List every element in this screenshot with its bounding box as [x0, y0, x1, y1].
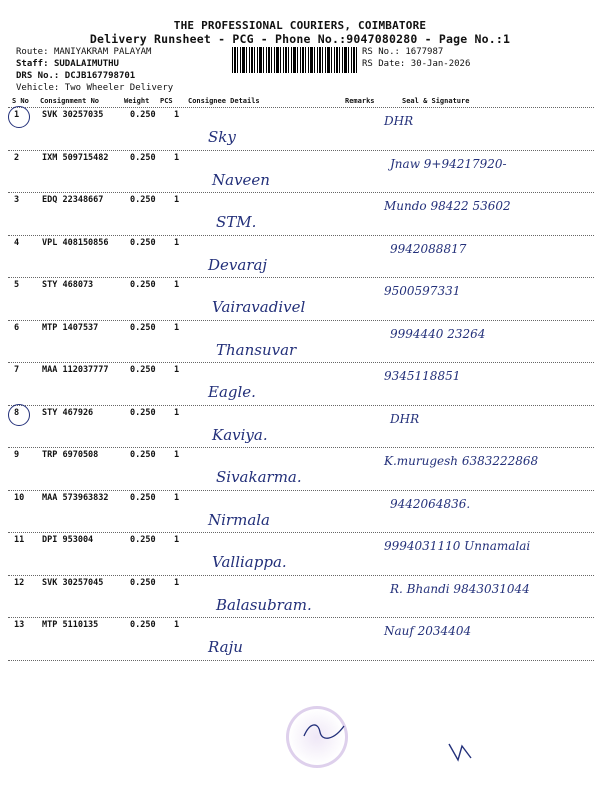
row-divider	[8, 192, 594, 193]
row-divider	[8, 490, 594, 491]
row-divider	[8, 320, 594, 321]
row-weight: 0.250	[130, 365, 156, 375]
row-weight: 0.250	[130, 152, 156, 163]
row-consignee-handwriting: STM.	[216, 213, 257, 231]
stamp-scribble	[300, 718, 348, 742]
vehicle-line	[16, 83, 173, 93]
row-pcs: 1	[174, 407, 180, 418]
row-sno: 7	[14, 365, 20, 375]
route-value: MANIYAKRAM PALAYAM	[53, 47, 152, 57]
row-consignee-handwriting: Eagle.	[208, 383, 256, 401]
row-sno: 6	[14, 322, 20, 333]
header-rule	[8, 107, 594, 108]
row-pcs: 1	[174, 365, 180, 375]
row-pcs: 1	[174, 620, 180, 630]
rs-date-label: RS Date:	[362, 59, 406, 69]
col-seal-header: Seal & Signature	[402, 97, 470, 105]
row-consignment: IXM 509715482	[42, 152, 109, 163]
route-label: Route:	[16, 47, 49, 57]
row-pcs: 1	[174, 237, 180, 248]
row-sno: 8	[14, 407, 20, 418]
row-consignee-handwriting: Thansuvar	[216, 340, 297, 359]
row-divider	[8, 405, 594, 406]
row-sno: 9	[14, 450, 20, 460]
barcode	[232, 47, 357, 73]
row-weight: 0.250	[130, 450, 156, 460]
row-signature-handwriting: K.murugesh 6383222868	[384, 454, 539, 468]
row-consignment: MAA 112037777	[42, 365, 109, 375]
row-weight: 0.250	[130, 195, 156, 205]
rs-date-line	[362, 58, 470, 70]
row-divider	[8, 660, 594, 661]
row-consignment: STY 467926	[42, 407, 94, 418]
row-signature-handwriting: DHR	[384, 114, 414, 128]
row-divider	[8, 532, 594, 533]
col-consignment-header: Consignment No	[40, 97, 100, 105]
row-weight: 0.250	[130, 620, 156, 630]
row-signature-handwriting: Nauf 2034404	[384, 624, 472, 638]
row-divider	[8, 362, 594, 363]
row-divider	[8, 150, 594, 151]
row-consignee-handwriting: Nirmala	[208, 510, 270, 529]
row-sno: 2	[14, 152, 20, 163]
row-signature-handwriting: R. Bhandi 9843031044	[390, 581, 530, 596]
row-sno: 1	[14, 110, 20, 120]
row-signature-handwriting: 9500597331	[384, 284, 461, 298]
row-consignment: MTP 1407537	[42, 322, 99, 333]
row-pcs: 1	[174, 195, 180, 205]
row-pcs: 1	[174, 492, 180, 503]
row-sno: 10	[14, 492, 25, 503]
col-pcs-header: PCS	[160, 97, 173, 105]
row-weight: 0.250	[130, 237, 156, 248]
row-sno: 5	[14, 280, 20, 290]
row-signature-handwriting: 9942088817	[390, 241, 467, 256]
row-signature-handwriting: Mundo 98422 53602	[384, 199, 511, 213]
runsheet-subtitle: Delivery Runsheet - PCG - Phone No.:9047080280 - Page No.:1	[89, 32, 511, 46]
row-consignee-handwriting: Sky	[208, 128, 236, 146]
row-consignment: TRP 6970508	[42, 450, 99, 460]
row-weight: 0.250	[130, 322, 156, 333]
row-consignment: MTP 5110135	[42, 620, 99, 630]
row-pcs: 1	[174, 322, 180, 333]
row-weight: 0.250	[130, 492, 156, 503]
drs-label: DRS No.:	[16, 71, 60, 81]
initial-mark	[446, 738, 474, 764]
row-signature-handwriting: DHR	[390, 411, 420, 426]
row-consignee-handwriting: Valliappa.	[212, 553, 287, 571]
row-divider	[8, 617, 594, 618]
row-signature-handwriting: 9994440 23264	[390, 326, 486, 341]
row-sno: 12	[14, 577, 25, 588]
drs-line	[16, 70, 135, 82]
row-consignment: DPI 953004	[42, 535, 94, 545]
row-pcs: 1	[174, 535, 180, 545]
row-signature-handwriting: 9345118851	[384, 369, 461, 383]
row-sno: 4	[14, 237, 20, 248]
company-title: THE PROFESSIONAL COURIERS, COIMBATORE	[173, 19, 427, 32]
row-weight: 0.250	[130, 110, 156, 120]
col-sno-header: S No	[12, 97, 29, 105]
col-details-header: Consignee Details	[188, 97, 260, 105]
row-sno: 13	[14, 620, 25, 630]
row-sno: 11	[14, 535, 25, 545]
row-consignment: MAA 573963832	[42, 492, 109, 503]
staff-label: Staff:	[16, 59, 49, 69]
row-divider	[8, 235, 594, 236]
row-weight: 0.250	[130, 577, 156, 588]
row-pcs: 1	[174, 450, 180, 460]
row-consignment: EDQ 22348667	[42, 195, 104, 205]
row-divider	[8, 575, 594, 576]
row-number-circle-mark	[8, 106, 30, 128]
staff-value: SUDALAIMUTHU	[53, 59, 119, 69]
col-remarks-header: Remarks	[345, 97, 375, 105]
rs-no-value: 1677987	[405, 47, 444, 57]
row-consignment: SVK 30257035	[42, 110, 104, 120]
row-pcs: 1	[174, 110, 180, 120]
vehicle-label: Vehicle:	[16, 83, 60, 93]
row-consignment: STY 468073	[42, 280, 94, 290]
row-divider	[8, 447, 594, 448]
vehicle-value: Two Wheeler Delivery	[64, 83, 174, 93]
row-consignee-handwriting: Naveen	[212, 170, 270, 189]
row-signature-handwriting: 9442064836.	[390, 496, 471, 511]
staff-line	[16, 58, 119, 70]
row-consignment: SVK 30257045	[42, 577, 104, 588]
row-consignee-handwriting: Sivakarma.	[216, 468, 302, 486]
row-signature-handwriting: 9994031110 Unnamalai	[384, 539, 531, 553]
row-number-circle-mark	[8, 404, 30, 426]
row-consignee-handwriting: Devaraj	[208, 255, 268, 274]
rs-date-value: 30-Jan-2026	[410, 59, 471, 69]
row-consignee-handwriting: Balasubram.	[216, 595, 312, 614]
row-pcs: 1	[174, 280, 180, 290]
row-pcs: 1	[174, 152, 180, 163]
row-consignee-handwriting: Vairavadivel	[212, 298, 306, 316]
row-divider	[8, 277, 594, 278]
col-weight-header: Weight	[124, 97, 150, 105]
row-weight: 0.250	[130, 280, 156, 290]
drs-value: DCJB167798701	[64, 71, 136, 81]
row-weight: 0.250	[130, 535, 156, 545]
row-consignee-handwriting: Kaviya.	[212, 425, 268, 444]
row-signature-handwriting: Jnaw 9+94217920-	[390, 156, 507, 171]
route-line	[16, 46, 151, 58]
row-consignment: VPL 408150856	[42, 237, 109, 248]
rs-no-label: RS No.:	[362, 47, 400, 57]
row-sno: 3	[14, 195, 20, 205]
row-pcs: 1	[174, 577, 180, 588]
row-consignee-handwriting: Raju	[208, 638, 243, 656]
row-weight: 0.250	[130, 407, 156, 418]
rs-no-line	[362, 46, 443, 58]
